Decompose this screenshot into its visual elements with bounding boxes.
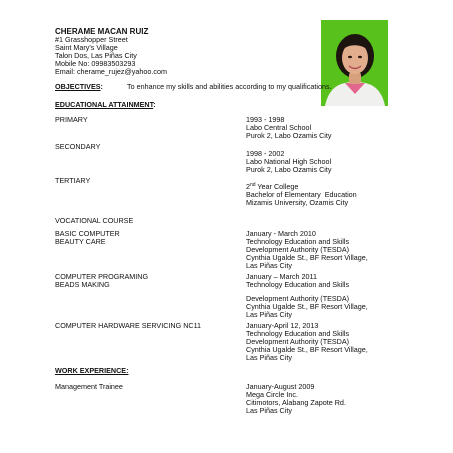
tertiary-details	[246, 183, 357, 207]
work-date: January-August 2009	[246, 382, 315, 391]
group-2-address-1: Cynthia Ugalde St., BF Resort Village,	[246, 302, 368, 311]
objectives-colon: :	[100, 82, 103, 91]
vocational-group-2-details-a	[246, 273, 349, 289]
work-details	[246, 383, 346, 415]
group-2-date: January – March 2011	[246, 272, 317, 281]
group-2-address-2: Las Piñas City	[246, 310, 292, 319]
course-computer-programing: COMPUTER PROGRAMING	[55, 272, 149, 281]
work-experience-heading: WORK EXPERIENCE:	[55, 366, 129, 375]
group-2-institution-1: Technology Education and Skills	[246, 280, 350, 289]
secondary-school: Labo National High School	[246, 157, 332, 166]
primary-school: Labo Central School	[246, 123, 312, 132]
portrait-image	[321, 20, 388, 106]
work-address-2: Las Piñas City	[246, 406, 292, 415]
vocational-group-2-labels	[55, 273, 148, 289]
vocational-group-1-labels	[55, 230, 120, 246]
tertiary-year-number: 2	[246, 182, 250, 191]
secondary-label: SECONDARY	[55, 142, 101, 151]
objectives-text: To enhance my skills and abilities according to my qualifications.	[127, 82, 332, 91]
course-beads-making: BEADS MAKING	[55, 280, 110, 289]
vocational-group-1-details	[246, 230, 368, 270]
address-line-2: Saint Mary's Village	[55, 43, 118, 52]
group-3-address-2: Las Piñas City	[246, 353, 292, 362]
secondary-years: 1998 - 2002	[246, 149, 285, 158]
tertiary-school: Mizamis University, Ozamis City	[246, 198, 349, 207]
group-3-institution-1: Technology Education and Skills	[246, 329, 350, 338]
course-computer-hardware-servicing: COMPUTER HARDWARE SERVICING NC11	[55, 321, 202, 330]
objectives-label: OBJECTIVES	[55, 82, 101, 91]
group-1-address-2: Las Piñas City	[246, 261, 292, 270]
tertiary-degree: Bachelor of Elementary Education	[246, 190, 357, 199]
education-heading: EDUCATIONAL ATTAINMENT	[55, 100, 154, 109]
group-1-institution-2: Development Authority (TESDA)	[246, 245, 350, 254]
work-position: Management Trainee	[55, 382, 123, 391]
work-address-1: Citimotors, Alabang Zapote Rd.	[246, 398, 346, 407]
mobile-number: Mobile No: 09983503293	[55, 59, 136, 68]
group-3-institution-2: Development Authority (TESDA)	[246, 337, 350, 346]
group-3-date: January-April 12, 2013	[246, 321, 319, 330]
tertiary-label: TERTIARY	[55, 176, 91, 185]
tertiary-year-suffix: nd	[250, 182, 256, 188]
course-basic-computer: BASIC COMPUTER	[55, 229, 120, 238]
applicant-photo	[321, 20, 388, 106]
course-beauty-care: BEAUTY CARE	[55, 237, 106, 246]
vocational-group-2-details-b	[246, 295, 368, 319]
group-1-institution-1: Technology Education and Skills	[246, 237, 350, 246]
group-2-institution-2: Development Authority (TESDA)	[246, 294, 350, 303]
email-address: Email: cherame_rujez@yahoo.com	[55, 67, 167, 76]
group-1-date: January - March 2010	[246, 229, 316, 238]
primary-years: 1993 - 1998	[246, 115, 285, 124]
tertiary-year-text: Year College	[255, 182, 299, 191]
education-heading-colon: :	[153, 100, 156, 109]
address-line-3: Talon Dos, Las Piñas City	[55, 51, 137, 60]
objectives-label-row	[55, 83, 103, 91]
address-line-1: #1 Grasshopper Street	[55, 35, 128, 44]
primary-label: PRIMARY	[55, 115, 88, 124]
secondary-location: Purok 2, Labo Ozamis City	[246, 165, 332, 174]
primary-location: Purok 2, Labo Ozamis City	[246, 131, 332, 140]
work-company: Mega Circle Inc.	[246, 390, 298, 399]
vocational-label: VOCATIONAL COURSE	[55, 216, 134, 225]
primary-details	[246, 116, 332, 140]
applicant-name: CHERAME MACAN RUIZ	[55, 27, 149, 36]
contact-block	[55, 27, 167, 76]
group-3-address-1: Cynthia Ugalde St., BF Resort Village,	[246, 345, 368, 354]
education-heading-row	[55, 101, 156, 109]
secondary-details	[246, 150, 332, 174]
group-1-address-1: Cynthia Ugalde St., BF Resort Village,	[246, 253, 368, 262]
vocational-group-3-details	[246, 322, 368, 362]
